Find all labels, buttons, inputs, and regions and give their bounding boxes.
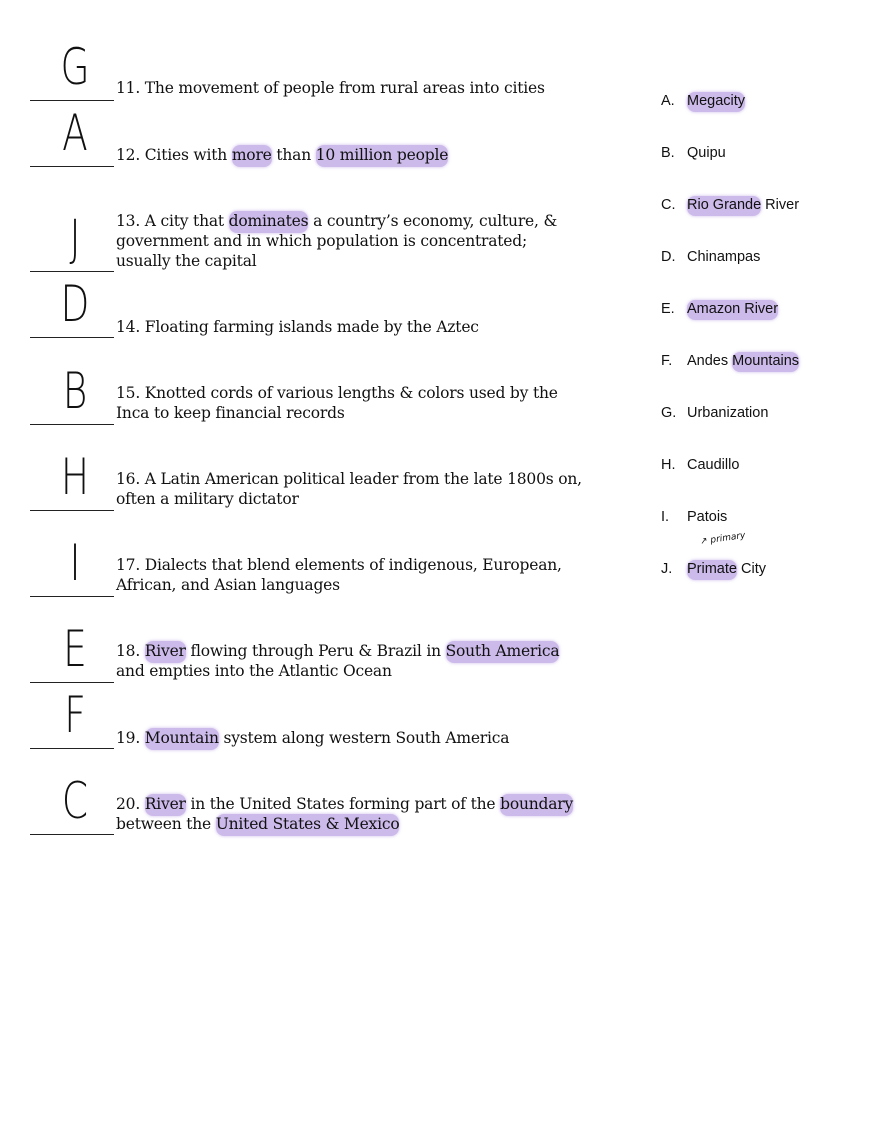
option-letter: I. (661, 509, 670, 525)
highlighted-text: Megacity (687, 92, 745, 112)
highlighted-text: 10 million people (316, 145, 449, 167)
answer-blank[interactable] (30, 510, 114, 511)
option-term: River (761, 197, 800, 213)
text-segment: 13. A city that (116, 212, 229, 230)
highlighted-text: Primate (687, 560, 737, 580)
highlighted-text: Rio Grande (687, 196, 761, 216)
highlighted-text: Amazon River (687, 300, 778, 320)
option-letter: H. (661, 457, 676, 473)
text-segment: and empties into the Atlantic Ocean (116, 662, 392, 680)
option-term: Patois (687, 509, 728, 525)
text-segment: 16. A Latin American political leader from the late 1800s on, often a military dictator (116, 470, 582, 508)
highlighted-text: more (232, 145, 272, 167)
handwritten-answer: J (69, 209, 81, 267)
option-letter: B. (661, 145, 675, 161)
option-term: Caudillo (687, 457, 740, 473)
option-term: Urbanization (687, 405, 769, 421)
option-term: Andes (687, 353, 733, 369)
question-text (116, 728, 586, 748)
answer-blank[interactable] (30, 596, 114, 597)
option-letter: E. (661, 301, 675, 317)
handwritten-answer: G (60, 38, 90, 96)
highlighted-text: South America (446, 641, 560, 663)
text-segment: 19. (116, 729, 145, 747)
answer-option (661, 405, 768, 421)
question-text (116, 383, 586, 423)
handwritten-note: ↗ primary (699, 530, 747, 548)
answer-blank[interactable] (30, 271, 114, 272)
option-letter: F. (661, 353, 673, 369)
option-term: Chinampas (687, 249, 761, 265)
option-letter: J. (661, 561, 673, 577)
text-segment: in the United States forming part of the (185, 795, 501, 813)
answer-option (661, 93, 745, 109)
answer-blank[interactable] (30, 166, 114, 167)
answer-option (661, 145, 726, 161)
question-text (116, 317, 586, 337)
handwritten-answer: H (60, 448, 90, 506)
question-text (116, 78, 586, 98)
option-term: City (736, 561, 766, 577)
question-text (116, 469, 586, 509)
highlighted-text: River (145, 794, 186, 816)
answer-option (661, 197, 799, 213)
answer-option (661, 353, 799, 369)
handwritten-answer: E (63, 620, 87, 678)
option-letter: D. (661, 249, 676, 265)
question-text (116, 641, 586, 681)
answer-option (661, 301, 778, 317)
text-segment: than (271, 146, 316, 164)
option-letter: C. (661, 197, 676, 213)
answer-option (661, 457, 739, 473)
answer-blank[interactable] (30, 100, 114, 101)
answer-blank[interactable] (30, 682, 114, 683)
highlighted-text: United States & Mexico (216, 814, 400, 836)
text-segment: 17. Dialects that blend elements of indigenous, European, African, and Asian languages (116, 556, 562, 594)
answer-option (661, 509, 727, 525)
text-segment: flowing through Peru & Brazil in (185, 642, 446, 660)
text-segment: 15. Knotted cords of various lengths & colors used by the Inca to keep financial records (116, 384, 558, 422)
handwritten-answer: D (60, 275, 90, 333)
answer-blank[interactable] (30, 748, 114, 749)
text-segment: 14. Floating farming islands made by the Aztec (116, 318, 479, 336)
answer-option (661, 249, 760, 265)
answer-blank[interactable] (30, 834, 114, 835)
highlighted-text: Mountain (145, 728, 219, 750)
text-segment: 11. The movement of people from rural areas into cities (116, 79, 545, 97)
handwritten-answer: C (61, 772, 89, 830)
answer-option (661, 561, 766, 577)
option-term: Quipu (687, 145, 726, 161)
answer-blank[interactable] (30, 424, 114, 425)
highlighted-text: dominates (229, 211, 309, 233)
highlighted-text: Mountains (732, 352, 799, 372)
handwritten-answer: F (64, 686, 86, 744)
question-text (116, 145, 586, 165)
answer-blank[interactable] (30, 337, 114, 338)
text-segment: a country’s economy, culture, & government and in which population is concentrated; usually the capital (116, 212, 558, 270)
highlighted-text: boundary (500, 794, 573, 816)
option-letter: G. (661, 405, 677, 421)
question-text (116, 794, 586, 834)
handwritten-answer: A (62, 104, 88, 162)
text-segment: 20. (116, 795, 145, 813)
option-letter: A. (661, 93, 675, 109)
question-text (116, 555, 586, 595)
text-segment: 18. (116, 642, 145, 660)
highlighted-text: River (145, 641, 186, 663)
text-segment: system along western South America (218, 729, 510, 747)
handwritten-answer: B (62, 362, 88, 420)
text-segment: between the (116, 815, 216, 833)
question-text (116, 211, 586, 271)
text-segment: 12. Cities with (116, 146, 232, 164)
handwritten-answer: I (69, 534, 81, 592)
